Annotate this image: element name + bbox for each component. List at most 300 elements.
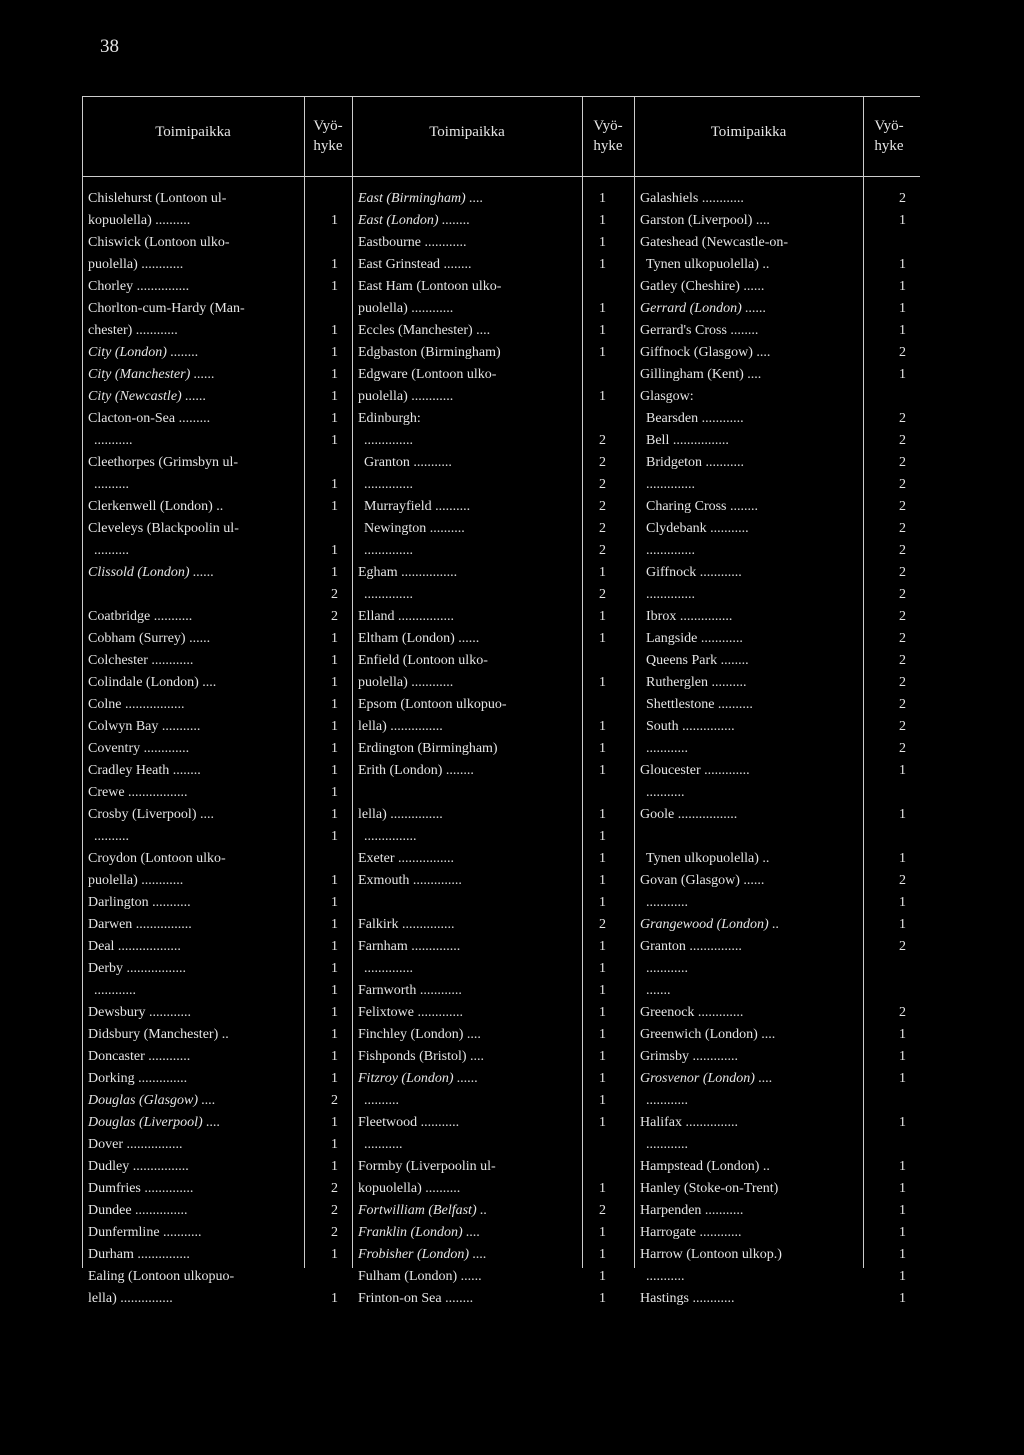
zone-value: 1	[899, 1049, 906, 1064]
place-name: Dover ................	[88, 1137, 183, 1152]
zone-value: 1	[899, 279, 906, 294]
place-name: Franklin (London) ....	[358, 1225, 481, 1240]
place-name: Formby (Liverpoolin ul-	[358, 1159, 496, 1174]
place-name: Chislehurst (Lontoon ul-	[88, 191, 227, 206]
table-row	[640, 760, 912, 782]
table-row	[640, 1112, 912, 1134]
place-name: lella) ...............	[358, 807, 443, 822]
table-row	[88, 386, 348, 408]
zone-value: 1	[599, 235, 606, 250]
zone-value: 2	[599, 477, 606, 492]
zone-value: 2	[599, 521, 606, 536]
zone-value: 1	[599, 719, 606, 734]
zone-value: 1	[331, 675, 338, 690]
place-name: East (London) ........	[358, 213, 470, 228]
zone-value: 1	[599, 873, 606, 888]
table-row	[358, 320, 630, 342]
table-row	[358, 254, 630, 276]
table-row	[640, 628, 912, 650]
header-place: Toimipaikka	[155, 124, 231, 140]
zone-value: 2	[899, 741, 906, 756]
table-row	[88, 848, 348, 870]
page-number: 38	[100, 36, 119, 57]
table-row	[88, 452, 348, 474]
table-row	[88, 606, 348, 628]
table-row	[358, 188, 630, 210]
place-name: Derby .................	[88, 961, 186, 976]
table-row	[640, 210, 912, 232]
table-row	[88, 1002, 348, 1024]
zone-value: 1	[599, 301, 606, 316]
zone-value: 1	[599, 829, 606, 844]
place-name: East Grinstead ........	[358, 257, 472, 272]
table-row	[640, 474, 912, 496]
table-row	[358, 1024, 630, 1046]
place-name: Bridgeton ...........	[646, 455, 744, 470]
place-name: South ...............	[646, 719, 735, 734]
place-name: Erith (London) ........	[358, 763, 474, 778]
place-name: Dorking ..............	[88, 1071, 188, 1086]
zone-value: 1	[899, 851, 906, 866]
header-zone-text: Vyö- hyke	[313, 118, 343, 154]
place-name: Grosvenor (London) ....	[640, 1071, 773, 1086]
entry-column-2	[358, 188, 630, 1310]
zone-value: 1	[331, 719, 338, 734]
place-name: Felixtowe .............	[358, 1005, 463, 1020]
zone-value: 2	[599, 543, 606, 558]
place-name: Giffnock ............	[646, 565, 742, 580]
zone-value: 1	[599, 807, 606, 822]
table-row	[88, 364, 348, 386]
table-row	[88, 1024, 348, 1046]
zone-value: 1	[331, 741, 338, 756]
table-row	[358, 540, 630, 562]
table-row	[640, 870, 912, 892]
table-row	[640, 892, 912, 914]
zone-value: 1	[599, 565, 606, 580]
table-row	[88, 958, 348, 980]
table-row	[640, 650, 912, 672]
table-row	[640, 826, 912, 848]
place-name: ............	[646, 741, 688, 756]
table-row	[88, 276, 348, 298]
table-row	[358, 1200, 630, 1222]
zone-value: 2	[599, 499, 606, 514]
table-row	[640, 540, 912, 562]
place-name: Hampstead (London) ..	[640, 1159, 770, 1174]
place-name: ...............	[364, 829, 417, 844]
zone-value: 1	[331, 785, 338, 800]
table-row	[358, 606, 630, 628]
zone-value: 1	[899, 1071, 906, 1086]
place-name: Gloucester .............	[640, 763, 750, 778]
zone-value: 1	[599, 1247, 606, 1262]
zone-value: 1	[899, 807, 906, 822]
zone-value: 1	[599, 763, 606, 778]
table-row	[88, 1266, 348, 1288]
place-name: Exmouth ..............	[358, 873, 462, 888]
zone-value: 1	[599, 1027, 606, 1042]
table-row	[358, 650, 630, 672]
header-place: Toimipaikka	[429, 124, 505, 140]
zone-value: 1	[599, 323, 606, 338]
zone-value: 1	[331, 345, 338, 360]
place-name: Chorley ...............	[88, 279, 190, 294]
zone-value: 1	[899, 763, 906, 778]
place-name: Greenock .............	[640, 1005, 744, 1020]
place-name: Darlington ...........	[88, 895, 191, 910]
zone-value: 1	[599, 257, 606, 272]
place-name: Durham ...............	[88, 1247, 190, 1262]
header-zone-text: Vyö- hyke	[593, 118, 623, 154]
place-name: Colchester ............	[88, 653, 194, 668]
table-row	[88, 210, 348, 232]
place-name: Harrogate ............	[640, 1225, 742, 1240]
place-name: Granton ...........	[364, 455, 452, 470]
place-name: Bearsden ............	[646, 411, 744, 426]
place-name: Ealing (Lontoon ulkopuo-	[88, 1269, 235, 1284]
zone-value: 2	[599, 455, 606, 470]
zone-value: 2	[899, 455, 906, 470]
column-divider	[82, 96, 83, 1268]
place-name: ............	[646, 961, 688, 976]
table-row	[640, 1002, 912, 1024]
zone-value: 1	[331, 631, 338, 646]
place-name: puolella) ............	[358, 389, 454, 404]
place-name: Dumfries ..............	[88, 1181, 194, 1196]
table-row	[358, 1046, 630, 1068]
place-name: Fortwilliam (Belfast) ..	[358, 1203, 488, 1218]
zone-value: 2	[899, 1005, 906, 1020]
place-name: ..............	[364, 543, 413, 558]
zone-value: 2	[899, 697, 906, 712]
table-row	[88, 760, 348, 782]
table-row	[640, 1134, 912, 1156]
table-row	[358, 694, 630, 716]
place-name: .......	[646, 983, 671, 998]
table-row	[358, 892, 630, 914]
place-name: lella) ...............	[358, 719, 443, 734]
place-name: ...........	[364, 1137, 403, 1152]
place-name: Deal ..................	[88, 939, 181, 954]
table-row	[88, 782, 348, 804]
table-row	[358, 1156, 630, 1178]
place-name: Edgbaston (Birmingham)	[358, 345, 501, 360]
place-name: puolella) ............	[88, 873, 184, 888]
zone-value: 1	[331, 1247, 338, 1262]
zone-value: 1	[331, 411, 338, 426]
table-row	[88, 804, 348, 826]
table-row	[88, 232, 348, 254]
place-name: kopuolella) ..........	[88, 213, 191, 228]
place-name: Murrayfield ..........	[364, 499, 471, 514]
place-name: Falkirk ...............	[358, 917, 455, 932]
zone-table	[82, 96, 920, 1306]
place-name: puolella) ............	[358, 301, 454, 316]
place-name: chester) ............	[88, 323, 178, 338]
table-row	[88, 562, 348, 584]
table-row	[640, 320, 912, 342]
table-row	[358, 474, 630, 496]
table-row	[358, 1002, 630, 1024]
place-name: ..............	[364, 477, 413, 492]
place-name: Colne .................	[88, 697, 185, 712]
place-name: Eltham (London) ......	[358, 631, 480, 646]
zone-value: 1	[599, 191, 606, 206]
place-name: City (Manchester) ......	[88, 367, 215, 382]
zone-value: 1	[331, 257, 338, 272]
place-name: ...........	[646, 785, 685, 800]
place-name: Dudley ................	[88, 1159, 189, 1174]
table-row	[358, 760, 630, 782]
place-name: Fleetwood ...........	[358, 1115, 460, 1130]
zone-value: 1	[599, 675, 606, 690]
table-row	[640, 188, 912, 210]
place-name: Coventry .............	[88, 741, 190, 756]
table-row	[640, 364, 912, 386]
table-row	[358, 1266, 630, 1288]
table-row	[88, 254, 348, 276]
place-name: Doncaster ............	[88, 1049, 191, 1064]
table-row	[358, 430, 630, 452]
place-name: Douglas (Liverpool) ....	[88, 1115, 221, 1130]
table-row	[88, 320, 348, 342]
table-row	[640, 276, 912, 298]
zone-value: 2	[899, 411, 906, 426]
zone-value: 1	[599, 895, 606, 910]
zone-value: 1	[331, 697, 338, 712]
place-name: ..........	[94, 477, 129, 492]
place-name: Gatley (Cheshire) ......	[640, 279, 765, 294]
place-name: Crosby (Liverpool) ....	[88, 807, 214, 822]
zone-value: 1	[899, 1247, 906, 1262]
zone-value: 1	[331, 1005, 338, 1020]
zone-value: 1	[599, 1093, 606, 1108]
place-name: Dundee ...............	[88, 1203, 188, 1218]
table-row	[88, 584, 348, 606]
zone-value: 1	[331, 565, 338, 580]
place-name: Harrow (Lontoon ulkop.)	[640, 1247, 782, 1262]
zone-value: 1	[899, 1027, 906, 1042]
zone-value: 2	[331, 609, 338, 624]
zone-value: 1	[331, 1071, 338, 1086]
place-name: puolella) ............	[88, 257, 184, 272]
table-row	[88, 1068, 348, 1090]
table-row	[88, 1046, 348, 1068]
zone-value: 2	[899, 873, 906, 888]
header-zone	[304, 116, 352, 156]
table-row	[358, 408, 630, 430]
table-row	[358, 1090, 630, 1112]
place-name: Egham ................	[358, 565, 458, 580]
place-name: ............	[646, 1093, 688, 1108]
table-row	[88, 1090, 348, 1112]
place-name: Farnham ..............	[358, 939, 461, 954]
place-name: Tynen ulkopuolella) ..	[646, 851, 770, 866]
zone-value: 2	[899, 719, 906, 734]
table-row	[88, 518, 348, 540]
zone-value: 1	[899, 301, 906, 316]
zone-value: 1	[899, 1291, 906, 1306]
table-row	[640, 694, 912, 716]
place-name: Crewe .................	[88, 785, 188, 800]
zone-value: 2	[899, 675, 906, 690]
table-row	[88, 1200, 348, 1222]
place-name: East Ham (Lontoon ulko-	[358, 279, 502, 294]
table-row	[88, 342, 348, 364]
table-row	[88, 1244, 348, 1266]
table-row	[358, 826, 630, 848]
entry-column-1	[88, 188, 348, 1310]
place-name: ...........	[646, 1269, 685, 1284]
table-row	[640, 496, 912, 518]
zone-value: 2	[599, 917, 606, 932]
place-name: Cleethorpes (Grimsbyn ul-	[88, 455, 239, 470]
table-row	[88, 188, 348, 210]
zone-value: 1	[599, 1071, 606, 1086]
zone-value: 1	[899, 213, 906, 228]
zone-value: 1	[599, 345, 606, 360]
table-row	[358, 936, 630, 958]
table-row	[88, 694, 348, 716]
place-name: lella) ...............	[88, 1291, 173, 1306]
place-name: ...........	[94, 433, 133, 448]
table-row	[358, 804, 630, 826]
table-row	[358, 716, 630, 738]
place-name: Fulham (London) ......	[358, 1269, 482, 1284]
place-name: Grimsby .............	[640, 1049, 738, 1064]
zone-value: 1	[899, 367, 906, 382]
place-name: Rutherglen ..........	[646, 675, 747, 690]
table-row	[88, 1112, 348, 1134]
place-name: Galashiels ............	[640, 191, 744, 206]
table-row	[640, 1266, 912, 1288]
header-zone	[582, 116, 634, 156]
table-row	[640, 342, 912, 364]
table-row	[640, 408, 912, 430]
zone-value: 2	[899, 939, 906, 954]
place-name: ............	[94, 983, 136, 998]
zone-value: 2	[599, 587, 606, 602]
table-row	[640, 386, 912, 408]
zone-value: 2	[599, 1203, 606, 1218]
zone-value: 1	[331, 367, 338, 382]
table-row	[358, 1178, 630, 1200]
zone-value: 2	[899, 543, 906, 558]
table-row	[358, 210, 630, 232]
zone-value: 1	[899, 1225, 906, 1240]
table-row	[88, 870, 348, 892]
place-name: Exeter ................	[358, 851, 455, 866]
zone-value: 1	[331, 213, 338, 228]
table-row	[640, 584, 912, 606]
place-name: Ibrox ...............	[646, 609, 733, 624]
table-row	[358, 1222, 630, 1244]
table-row	[358, 914, 630, 936]
table-row	[358, 1112, 630, 1134]
zone-value: 1	[331, 1115, 338, 1130]
place-name: Edgware (Lontoon ulko-	[358, 367, 497, 382]
place-name: Frobisher (London) ....	[358, 1247, 487, 1262]
zone-value: 1	[599, 1181, 606, 1196]
place-name: Hastings ............	[640, 1291, 735, 1306]
table-row	[358, 782, 630, 804]
table-row	[358, 342, 630, 364]
column-divider	[634, 96, 635, 1268]
table-row	[358, 518, 630, 540]
zone-value: 2	[899, 653, 906, 668]
zone-value: 1	[331, 1049, 338, 1064]
column-divider	[352, 96, 353, 1268]
place-name: ..........	[94, 829, 129, 844]
table-row	[88, 1178, 348, 1200]
place-name: Farnworth ............	[358, 983, 462, 998]
place-name: Gillingham (Kent) ....	[640, 367, 762, 382]
zone-value: 2	[331, 1181, 338, 1196]
place-name: Gateshead (Newcastle-on-	[640, 235, 789, 250]
zone-value: 1	[331, 939, 338, 954]
zone-value: 1	[331, 763, 338, 778]
table-row	[358, 870, 630, 892]
table-row	[358, 298, 630, 320]
table-row	[640, 1046, 912, 1068]
table-row	[88, 936, 348, 958]
place-name: Erdington (Birmingham)	[358, 741, 498, 756]
zone-value: 1	[899, 1159, 906, 1174]
zone-value: 1	[899, 257, 906, 272]
place-name: Epsom (Lontoon ulkopuo-	[358, 697, 507, 712]
place-name: Clerkenwell (London) ..	[88, 499, 224, 514]
table-row	[88, 1134, 348, 1156]
zone-value: 2	[899, 609, 906, 624]
place-name: Garston (Liverpool) ....	[640, 213, 770, 228]
place-name: City (Newcastle) ......	[88, 389, 207, 404]
place-name: ............	[646, 1137, 688, 1152]
table-row	[88, 980, 348, 1002]
place-name: Darwen ................	[88, 917, 192, 932]
place-name: puolella) ............	[358, 675, 454, 690]
table-row	[640, 738, 912, 760]
place-name: Colwyn Bay ...........	[88, 719, 201, 734]
place-name: Govan (Glasgow) ......	[640, 873, 765, 888]
place-name: Didsbury (Manchester) ..	[88, 1027, 229, 1042]
table-row	[640, 1200, 912, 1222]
place-name: ..............	[364, 961, 413, 976]
table-row	[640, 1178, 912, 1200]
table-row	[88, 1156, 348, 1178]
place-name: Enfield (Lontoon ulko-	[358, 653, 488, 668]
table-top-rule	[82, 96, 920, 97]
table-row	[88, 914, 348, 936]
place-name: Edinburgh:	[358, 411, 421, 426]
place-name: Coatbridge ...........	[88, 609, 193, 624]
table-row	[88, 474, 348, 496]
table-row	[640, 298, 912, 320]
zone-value: 1	[599, 1005, 606, 1020]
table-row	[640, 1288, 912, 1310]
zone-value: 1	[331, 279, 338, 294]
zone-value: 2	[899, 631, 906, 646]
place-name: Croydon (Lontoon ulko-	[88, 851, 226, 866]
place-name: Douglas (Glasgow) ....	[88, 1093, 216, 1108]
place-name: Clacton-on-Sea .........	[88, 411, 211, 426]
table-row	[88, 650, 348, 672]
table-row	[640, 1090, 912, 1112]
zone-value: 1	[331, 895, 338, 910]
table-row	[358, 958, 630, 980]
zone-value: 1	[331, 807, 338, 822]
zone-value: 1	[331, 983, 338, 998]
